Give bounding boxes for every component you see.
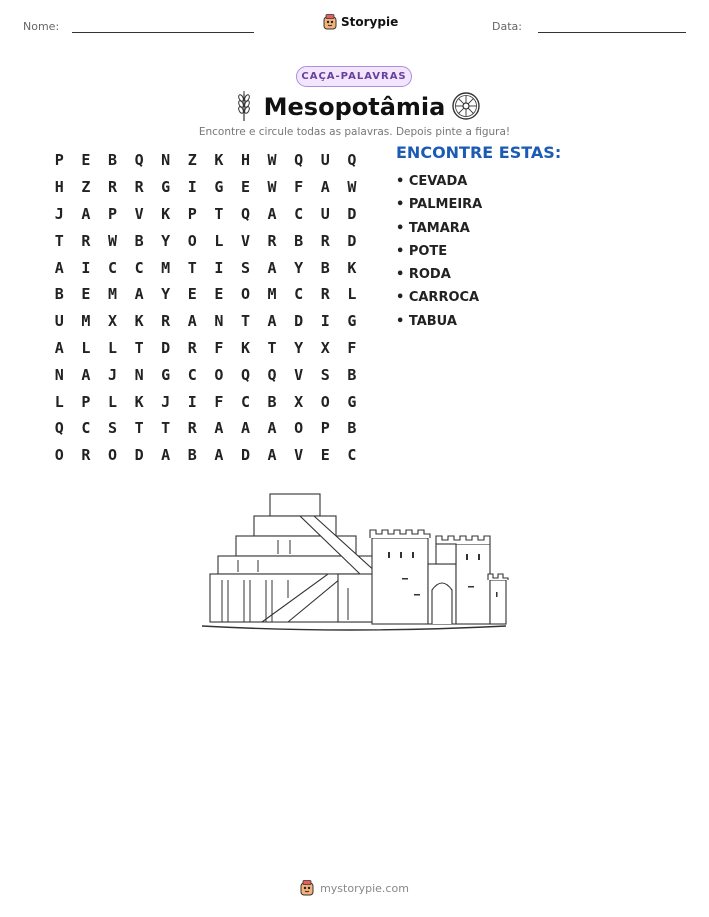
grid-letter[interactable]: D xyxy=(161,338,171,357)
grid-letter[interactable]: A xyxy=(267,204,277,223)
grid-letter[interactable]: Q xyxy=(134,151,144,170)
word-list-title: ENCONTRE ESTAS: xyxy=(396,143,562,162)
name-label: Nome: xyxy=(23,20,60,33)
grid-letter[interactable]: R xyxy=(161,312,171,331)
footer xyxy=(0,880,709,896)
grid-letter[interactable]: J xyxy=(107,365,117,384)
storypie-mascot-icon xyxy=(323,14,337,30)
grid-letter[interactable]: O xyxy=(54,446,64,465)
grid-letter[interactable]: M xyxy=(107,285,117,304)
grid-letter[interactable]: D xyxy=(347,231,357,250)
grid-letter[interactable]: G xyxy=(161,365,171,384)
grid-letter[interactable]: F xyxy=(214,392,224,411)
grid-letter[interactable]: L xyxy=(347,285,357,304)
grid-letter[interactable]: N xyxy=(54,365,64,384)
grid-letter[interactable]: A xyxy=(267,258,277,277)
grid-letter[interactable]: E xyxy=(81,285,91,304)
word-list-item: • CARROCA xyxy=(396,290,480,306)
footer-url: mystorypie.com xyxy=(320,881,409,895)
grid-letter[interactable]: Y xyxy=(294,338,304,357)
grid-letter[interactable]: Q xyxy=(294,151,304,170)
grid-row xyxy=(46,174,365,201)
grid-letter[interactable]: M xyxy=(161,258,171,277)
grid-letter[interactable]: H xyxy=(240,151,250,170)
grid-letter[interactable]: B xyxy=(294,231,304,250)
grid-letter[interactable]: B xyxy=(54,285,64,304)
grid-letter[interactable]: I xyxy=(187,392,197,411)
grid-letter[interactable]: A xyxy=(134,285,144,304)
word-list-item: • RODA xyxy=(396,267,451,283)
grid-letter[interactable]: P xyxy=(107,204,117,223)
grid-letter[interactable]: C xyxy=(107,258,117,277)
word-search-grid[interactable] xyxy=(46,147,365,469)
grid-letter[interactable]: C xyxy=(240,392,250,411)
grid-letter[interactable]: O xyxy=(294,419,304,438)
brand-name: Storypie xyxy=(341,15,399,29)
grid-letter[interactable]: E xyxy=(187,285,197,304)
grid-letter[interactable]: C xyxy=(294,285,304,304)
instructions: Encontre e circule todas as palavras. Depois pinte a figura! xyxy=(198,126,511,138)
grid-letter[interactable]: P xyxy=(81,392,91,411)
grid-letter[interactable]: G xyxy=(161,178,171,197)
grid-letter[interactable]: N xyxy=(134,365,144,384)
word-list-item: • CEVADA xyxy=(396,174,468,189)
grid-letter[interactable]: A xyxy=(267,419,277,438)
grid-letter[interactable]: L xyxy=(214,231,224,250)
grid-letter[interactable]: F xyxy=(347,338,357,357)
grid-letter[interactable]: X xyxy=(294,392,304,411)
grid-letter[interactable]: J xyxy=(161,392,171,411)
grid-letter[interactable]: E xyxy=(81,151,91,170)
grid-letter[interactable]: V xyxy=(294,365,304,384)
word-list-item: • POTE xyxy=(396,243,448,259)
grid-letter[interactable]: B xyxy=(134,231,144,250)
grid-row xyxy=(46,388,365,415)
word-list-item: • PALMEIRA xyxy=(396,197,483,213)
grid-letter[interactable]: W xyxy=(347,178,357,197)
grid-letter[interactable]: Y xyxy=(161,231,171,250)
grid-letter[interactable]: K xyxy=(134,392,144,411)
date-label: Data: xyxy=(492,20,522,33)
grid-letter[interactable]: T xyxy=(54,231,64,250)
worksheet-type-badge: CAÇA-PALAVRAS xyxy=(296,66,412,87)
grid-letter[interactable]: L xyxy=(81,338,91,357)
grid-letter[interactable]: R xyxy=(320,285,330,304)
grid-letter[interactable]: F xyxy=(294,178,304,197)
grid-letter[interactable]: B xyxy=(347,419,357,438)
page-title: Mesopotâmia xyxy=(263,93,446,121)
grid-letter[interactable]: V xyxy=(134,204,144,223)
grid-letter[interactable]: S xyxy=(240,258,250,277)
grid-letter[interactable]: A xyxy=(214,446,224,465)
grid-letter[interactable]: B xyxy=(107,151,117,170)
grid-letter[interactable]: E xyxy=(214,285,224,304)
grid-letter[interactable]: K xyxy=(161,204,171,223)
date-line xyxy=(538,32,686,33)
grid-letter[interactable]: K xyxy=(134,312,144,331)
grid-row xyxy=(46,227,365,254)
grid-letter[interactable]: Z xyxy=(81,178,91,197)
grid-letter[interactable]: V xyxy=(240,231,250,250)
grid-letter[interactable]: U xyxy=(320,151,330,170)
grid-letter[interactable]: V xyxy=(294,446,304,465)
grid-letter[interactable]: K xyxy=(347,258,357,277)
grid-row xyxy=(46,281,365,308)
grid-letter[interactable]: B xyxy=(267,392,277,411)
grid-letter[interactable]: C xyxy=(81,419,91,438)
grid-letter[interactable]: T xyxy=(214,204,224,223)
grid-letter[interactable]: A xyxy=(320,178,330,197)
grid-letter[interactable]: N xyxy=(161,151,171,170)
wheel-icon xyxy=(451,91,481,121)
grid-letter[interactable]: I xyxy=(214,258,224,277)
word-list-item: • TAMARA xyxy=(396,220,470,236)
grid-letter[interactable]: G xyxy=(347,392,357,411)
grid-letter[interactable]: N xyxy=(214,312,224,331)
grid-row xyxy=(46,254,365,281)
grid-letter[interactable]: T xyxy=(240,312,250,331)
grid-letter[interactable]: S xyxy=(320,365,330,384)
grid-letter[interactable]: R xyxy=(187,419,197,438)
grid-row xyxy=(46,415,365,442)
grid-letter[interactable]: C xyxy=(347,446,357,465)
grid-letter[interactable]: H xyxy=(54,178,64,197)
grid-letter[interactable]: C xyxy=(294,204,304,223)
grid-letter[interactable]: B xyxy=(347,365,357,384)
grid-row xyxy=(46,442,365,469)
grid-letter[interactable]: Y xyxy=(161,285,171,304)
grid-letter[interactable]: S xyxy=(107,419,117,438)
grid-letter[interactable]: D xyxy=(240,446,250,465)
grid-letter[interactable]: X xyxy=(320,338,330,357)
grid-letter[interactable]: X xyxy=(107,312,117,331)
grid-letter[interactable]: R xyxy=(187,338,197,357)
grid-letter[interactable]: Q xyxy=(54,419,64,438)
grid-letter[interactable]: A xyxy=(267,312,277,331)
grid-letter[interactable]: W xyxy=(267,151,277,170)
grid-row xyxy=(46,147,365,174)
grid-letter[interactable]: O xyxy=(107,446,117,465)
grid-letter[interactable]: Q xyxy=(347,151,357,170)
grid-letter[interactable]: L xyxy=(54,392,64,411)
grid-letter[interactable]: Q xyxy=(240,204,250,223)
grid-letter[interactable]: A xyxy=(214,419,224,438)
word-list xyxy=(396,170,482,333)
grid-letter[interactable]: K xyxy=(240,338,250,357)
grid-letter[interactable]: G xyxy=(214,178,224,197)
grid-letter[interactable]: A xyxy=(81,204,91,223)
grid-letter[interactable]: G xyxy=(347,312,357,331)
grid-letter[interactable]: B xyxy=(320,258,330,277)
grid-letter[interactable]: Y xyxy=(294,258,304,277)
grid-row xyxy=(46,201,365,228)
grid-letter[interactable]: I xyxy=(81,258,91,277)
grid-letter[interactable]: R xyxy=(107,178,117,197)
grid-letter[interactable]: D xyxy=(294,312,304,331)
grid-letter[interactable]: U xyxy=(54,312,64,331)
grid-row xyxy=(46,335,365,362)
storypie-mascot-icon xyxy=(300,880,314,896)
grid-letter[interactable]: T xyxy=(134,419,144,438)
grid-letter[interactable]: M xyxy=(81,312,91,331)
grid-letter[interactable]: A xyxy=(161,446,171,465)
grid-letter[interactable]: C xyxy=(187,365,197,384)
grid-letter[interactable]: M xyxy=(267,285,277,304)
grid-letter[interactable]: O xyxy=(187,231,197,250)
ziggurat-fortress-illustration xyxy=(198,488,510,636)
grid-letter[interactable]: D xyxy=(134,446,144,465)
grid-letter[interactable]: A xyxy=(240,419,250,438)
grid-letter[interactable]: O xyxy=(214,365,224,384)
grid-letter[interactable]: L xyxy=(107,392,117,411)
grid-letter[interactable]: T xyxy=(134,338,144,357)
grid-letter[interactable]: A xyxy=(54,258,64,277)
grid-letter[interactable]: O xyxy=(240,285,250,304)
grid-letter[interactable]: T xyxy=(161,419,171,438)
grid-letter[interactable]: L xyxy=(107,338,117,357)
grid-letter[interactable]: E xyxy=(240,178,250,197)
grid-letter[interactable]: P xyxy=(187,204,197,223)
grid-letter[interactable]: I xyxy=(320,312,330,331)
grid-letter[interactable]: K xyxy=(214,151,224,170)
grid-letter[interactable]: I xyxy=(187,178,197,197)
grid-letter[interactable]: U xyxy=(320,204,330,223)
grid-row xyxy=(46,361,365,388)
grid-letter[interactable]: O xyxy=(320,392,330,411)
grid-letter[interactable]: C xyxy=(134,258,144,277)
grid-letter[interactable]: A xyxy=(267,446,277,465)
grid-letter[interactable]: B xyxy=(187,446,197,465)
grid-letter[interactable]: A xyxy=(187,312,197,331)
grid-letter[interactable]: Q xyxy=(240,365,250,384)
grid-letter[interactable]: F xyxy=(214,338,224,357)
name-line xyxy=(72,32,254,33)
grid-letter[interactable]: T xyxy=(267,338,277,357)
grid-letter[interactable]: R xyxy=(81,446,91,465)
grid-letter[interactable]: Z xyxy=(187,151,197,170)
grid-letter[interactable]: T xyxy=(187,258,197,277)
grid-letter[interactable]: D xyxy=(347,204,357,223)
grid-letter[interactable]: R xyxy=(267,231,277,250)
grid-letter[interactable]: R xyxy=(320,231,330,250)
grid-letter[interactable]: P xyxy=(320,419,330,438)
grid-letter[interactable]: R xyxy=(81,231,91,250)
grid-letter[interactable]: R xyxy=(134,178,144,197)
grid-letter[interactable]: J xyxy=(54,204,64,223)
grid-letter[interactable]: P xyxy=(54,151,64,170)
brand-logo xyxy=(323,14,398,30)
grid-letter[interactable]: E xyxy=(320,446,330,465)
grid-letter[interactable]: W xyxy=(107,231,117,250)
grid-row xyxy=(46,308,365,335)
word-list-item: • TABUA xyxy=(396,313,457,329)
grid-letter[interactable]: W xyxy=(267,178,277,197)
grid-letter[interactable]: A xyxy=(81,365,91,384)
grid-letter[interactable]: Q xyxy=(267,365,277,384)
grid-letter[interactable]: A xyxy=(54,338,64,357)
